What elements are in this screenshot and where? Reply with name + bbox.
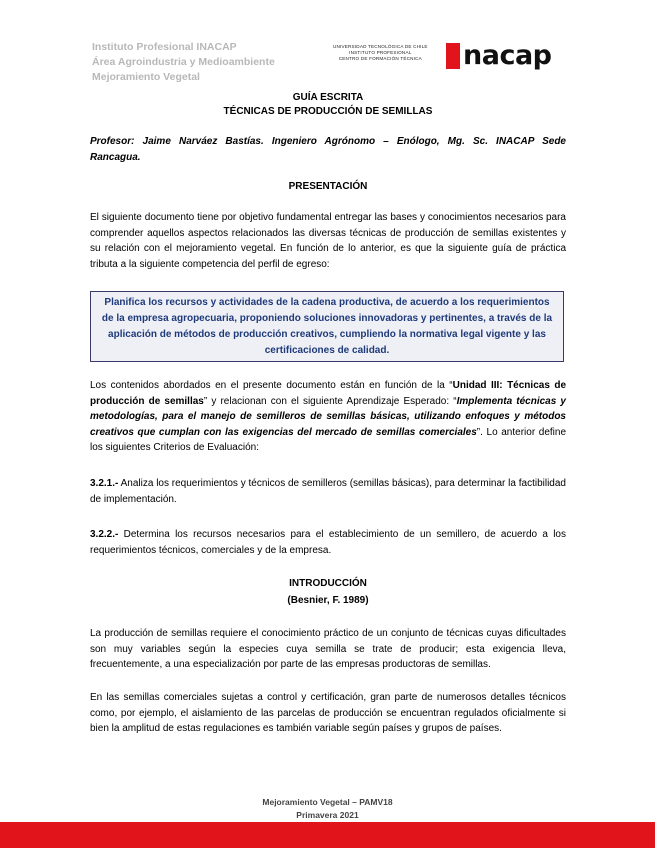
contenidos-part-3: ”. Lo anterior define los siguientes Criterios de Evaluación: <box>90 426 566 453</box>
criterio-2-text: Determina los recursos necesarios para el establecimiento de un semillero, de acuerdo a los requerimientos técnicos, comerciales y de la empresa. <box>90 529 566 556</box>
professor-line-1: Profesor: Jaime Narváez Bastías. Ingeniero Agrónomo – Enólogo, Mg. Sc. INACAP Sede <box>90 136 566 147</box>
criterio-2 <box>90 527 566 558</box>
competencia-box <box>90 291 564 362</box>
inst-line-1: UNIVERSIDAD TECNOLÓGICA DE CHILE <box>333 44 428 49</box>
introduccion-paragraph-2: En las semillas comerciales sujetas a control y certificación, gran parte de numerosos detalles técnicos como, por ejemplo, el aislamiento de las parcelas de producción se encuentran regulados oficialmente si bien la amplitud de estas regulaciones es también variable según países y grupos de países. <box>90 692 566 734</box>
header-subject: Mejoramiento Vegetal <box>92 71 200 83</box>
footer-line-1: Mejoramiento Vegetal – PAMV18 <box>262 797 393 807</box>
introduccion-header <box>90 575 566 609</box>
contenidos-part-2: ” y relacionan con el siguiente Aprendizaje Esperado: “ <box>203 395 457 407</box>
logo-red-mark <box>446 43 460 69</box>
inacap-logo <box>446 42 552 70</box>
criterio-1 <box>90 476 566 507</box>
page-footer <box>0 796 655 822</box>
unidad-name: Unidad III: Técnicas de producción de semillas <box>90 380 567 407</box>
criterio-1-code: 3.2.1.- <box>90 478 119 489</box>
title-line-1: GUÍA ESCRITA <box>292 92 364 103</box>
title-line-2: TÉCNICAS DE PRODUCCIÓN DE SEMILLAS <box>223 106 433 117</box>
competencia-text: Planifica los recursos y actividades de la cadena productiva, de acuerdo a los requerimientos de la empresa agropecuaria, proponiendo soluciones innovadoras y pertinentes, a través de la aplicación de métodos de producción creativos, cumpliendo la normativa legal vigente y las certificaciones de calidad. <box>101 296 553 356</box>
contenidos-part-1: Los contenidos abordados en el presente documento están en función de la “ <box>90 380 453 391</box>
header-left <box>92 40 275 85</box>
institution-lines <box>333 44 428 62</box>
introduccion-paragraph-1: La producción de semillas requiere el conocimiento práctico de un conjunto de técnicas cuyas dificultades son muy variables según la especies cuya semilla se trate de producir; esta exigencia lleva, frecuentemente, a una especialización por parte de las empresas productoras de semillas. <box>90 628 566 670</box>
document-title <box>90 91 566 119</box>
introduccion-heading: INTRODUCCIÓN <box>289 578 367 589</box>
aprendizaje-esperado: Implementa técnicas y metodologías, para el manejo de semilleros de semillas básicas, utilizando enfoques y métodos creativos que cumplan con las exigencias del mercado de semillas comerciales <box>90 395 566 438</box>
footer-line-2: Primavera 2021 <box>296 810 359 820</box>
professor-info <box>90 134 566 165</box>
header-area: Área Agroindustria y Medioambiente <box>92 56 275 68</box>
contenidos-paragraph <box>90 378 566 456</box>
inst-line-2: INSTITUTO PROFESIONAL <box>349 50 412 55</box>
header-institution: Instituto Profesional INACAP <box>92 41 237 53</box>
presentacion-heading: PRESENTACIÓN <box>288 181 368 192</box>
criterio-1-text: Analiza los requerimientos y técnicos de semilleros (semillas básicas), para determinar la factibilidad de implementación. <box>90 478 566 505</box>
presentacion-paragraph: El siguiente documento tiene por objetivo fundamental entregar las bases y conocimientos necesarios para comprender aquellos aspectos relacionados las diversas técnicas de producción de semillas existentes y su relación con el mejoramiento vegetal. En función de lo anterior, es que la siguiente guía de práctica tributa a la siguiente competencia del perfil de egreso: <box>90 212 566 270</box>
professor-line-2: Rancagua. <box>90 151 141 163</box>
inst-line-3: CENTRO DE FORMACIÓN TÉCNICA <box>338 56 422 61</box>
criterio-2-code: 3.2.2.- <box>90 529 119 540</box>
introduccion-source: (Besnier, F. 1989) <box>287 595 369 606</box>
logo-text: nacap <box>463 40 552 71</box>
footer-red-bar <box>0 822 655 848</box>
